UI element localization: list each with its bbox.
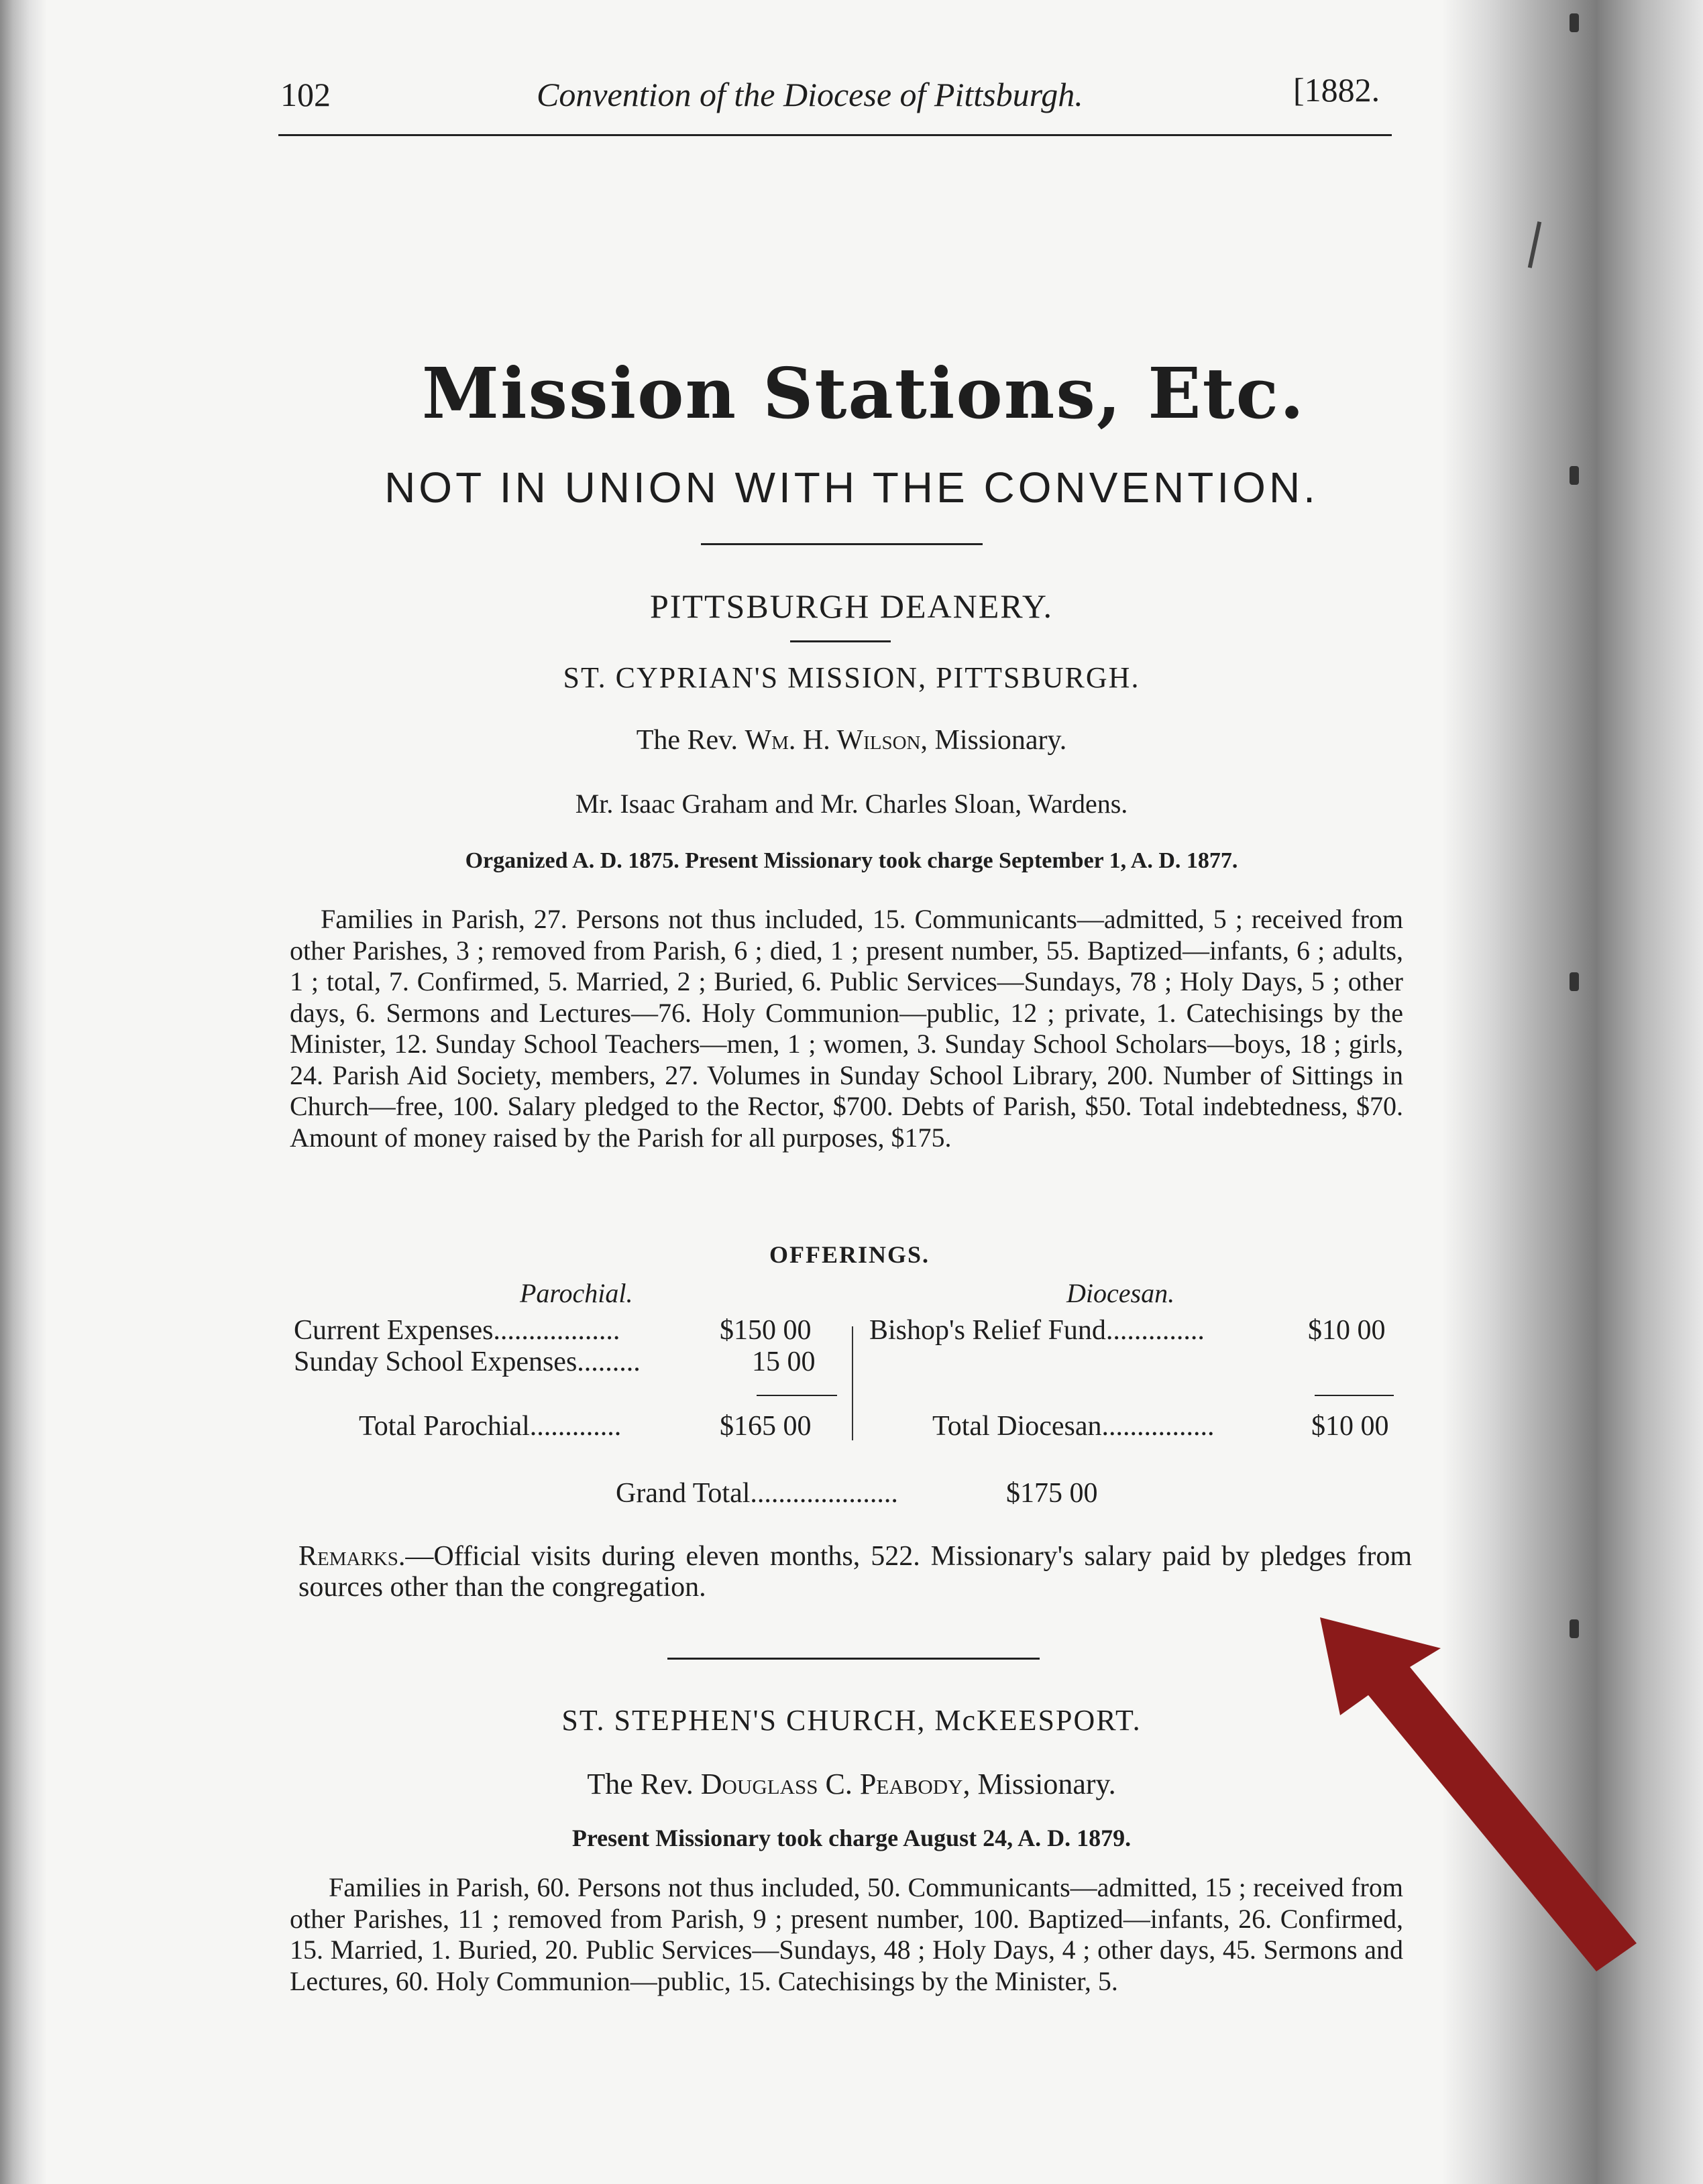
church-title: ST. STEPHEN'S CHURCH, McKEESPORT. [561,1704,1142,1737]
offering-label: Sunday School Expenses......... [294,1346,641,1377]
offering-amount: $10 00 [1308,1315,1386,1346]
red-arrow-icon [1308,1609,1643,1985]
header-rule [278,134,1392,136]
section-heading-blackletter: Mission Stations, Etc. [421,352,1306,435]
grand-total-amount: $175 00 [1006,1478,1098,1509]
parochial-heading: Parochial. [520,1278,633,1308]
remarks: Remarks.—Official visits during eleven months, 522. Missionary's salary paid by pledges from sources other than the congregation. [298,1541,1412,1603]
offering-label: Bishop's Relief Fund.............. [869,1315,1205,1346]
missionary-line: The Rev. Douglass C. Peabody, Missionary. [587,1768,1116,1800]
total-diocesan-label: Total Diocesan................ [932,1411,1215,1442]
deanery-heading: PITTSBURGH DEANERY. [649,587,1054,625]
offering-label: Current Expenses.................. [294,1315,620,1346]
page-edge-shadow-left [0,0,47,2184]
total-parochial-amount: $165 00 [720,1411,812,1442]
total-diocesan-amount: $10 00 [1311,1411,1389,1442]
running-title: Convention of the Diocese of Pittsburgh. [537,76,1083,113]
divider [790,640,891,642]
arrow-shape [1320,1617,1637,1971]
offering-amount: $150 00 [720,1315,812,1346]
mission-title: ST. CYPRIAN'S MISSION, PITTSBURGH. [563,661,1140,694]
divider [667,1658,1040,1660]
sum-rule [1315,1395,1394,1396]
missionary-name: Wm. H. Wilson [745,725,921,756]
parish-statistics: Families in Parish, 60. Persons not thus included, 50. Communicants—admitted, 15 ; received from other Parishes, 11 ; removed from Parish, 9 ; present number, 100. Baptized—infants, 26. Confirmed, 15. Married, 1. Buried, 20. Public Services—Sundays, 48 ; Holy Days, 4 ; other days, 45. Sermons and Lectures, 60. Holy Communion—public, 15. Catechisings by the Minister, 5. [290,1872,1403,1996]
binding-mark [1570,972,1579,991]
diocesan-heading: Diocesan. [1066,1278,1175,1308]
column-divider [852,1326,853,1440]
organized-line: Organized A. D. 1875. Present Missionary took charge September 1, A. D. 1877. [465,848,1238,873]
divider [701,543,983,545]
missionary-line: The Rev. Wm. H. Wilson, Missionary. [636,725,1067,756]
page-number: 102 [280,76,331,113]
header-year: [1882. [1293,71,1380,109]
parish-statistics: Families in Parish, 27. Persons not thus included, 15. Communicants—admitted, 5 ; received from other Parishes, 3 ; removed from Parish, 6 ; died, 1 ; present number, 55. Baptized—infants, 6 ; adults, 1 ; total, 7. Confirmed, 5. Married, 2 ; Buried, 6. Public Services—Sundays, 78 ; Holy Days, 5 ; other days, 6. Sermons and Lectures—76. Holy Communion—public, 12 ; private, 1. Catechisings by the Minister, 12. Sunday School Teachers—men, 1 ; women, 3. Sunday School Scholars—boys, 18 ; girls, 24. Parish Aid Society, members, 27. Volumes in Sunday School Library, 200. Number of Sittings in Church—free, 100. Salary pledged to the Rector, $700. Debts of Parish, $50. Total indebtedness, $70. Amount of money raised by the Parish for all purposes, $175. [290,904,1403,1153]
remarks-label: Remarks. [298,1541,406,1572]
section-subtitle: NOT IN UNION WITH THE CONVENTION. [384,463,1319,512]
took-charge-line: Present Missionary took charge August 24, A. D. 1879. [571,1825,1132,1851]
total-parochial-label: Total Parochial............. [359,1411,622,1442]
missionary-name: Douglass C. Peabody [700,1768,963,1800]
wardens-line: Mr. Isaac Graham and Mr. Charles Sloan, Wardens. [575,789,1128,819]
binding-mark [1570,13,1579,32]
grand-total-label: Grand Total..................... [616,1478,898,1509]
offering-amount: 15 00 [752,1346,816,1377]
sum-rule [757,1395,837,1396]
offerings-heading: OFFERINGS. [769,1241,930,1268]
